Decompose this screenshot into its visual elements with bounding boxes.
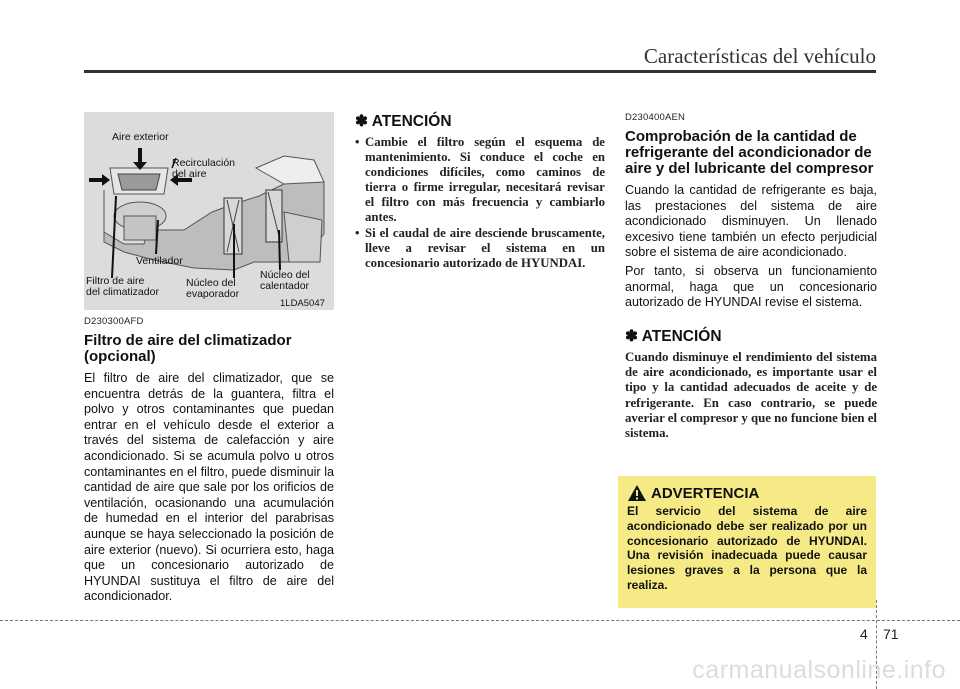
label-evaporator: Núcleo del evaporador xyxy=(186,277,240,300)
caution-title: ✽ ATENCIÓN xyxy=(355,113,452,130)
warning-triangle-icon xyxy=(627,484,647,502)
label-outside-air: Aire exterior xyxy=(112,131,169,143)
label-recirculation: Recirculación del aire xyxy=(172,157,236,180)
header-rule xyxy=(84,70,876,73)
caution-list xyxy=(355,135,605,271)
caution-text: Cuando disminuye el rendimiento del sistema de aire acondicionado, es importante usar el tipo y la cantidad adecuados de aceite y de refrigerante. En caso contrario, se puede averiar el compresor y que no funcione bien el sistema. xyxy=(625,349,877,441)
caution-item: • Cambie el filtro según el esquema de mantenimiento. Si conduce el coche en condiciones difíciles, como caminos de tierra o firme irregular, necesitará revisar el filtro con más frecuencia y cambiarlo antes. xyxy=(355,135,605,226)
section-heading: Comprobación de la cantidad de refrigerante del acondicionador de aire y del lubricante del compresor xyxy=(625,128,874,177)
section-paragraph-1: Cuando la cantidad de refrigerante es baja, las prestaciones del sistema de aire acondicionado disminuyen. Un llenado excesivo tiene también un efecto perjudicial sobre el sistema de aire acondicionado. xyxy=(625,183,877,260)
middle-column xyxy=(355,112,605,271)
left-column xyxy=(84,112,334,605)
hvac-diagram xyxy=(84,112,334,310)
caution-item: • Si el caudal de aire desciende bruscamente, lleve a revisar el sistema en un concesionario autorizado de HYUNDAI. xyxy=(355,226,605,271)
figure-code: 1LDA5047 xyxy=(280,298,325,309)
section-paragraph-2: Por tanto, si observa un funcionamiento anormal, haga que un concesionario autorizado de HYUNDAI revise el sistema. xyxy=(625,263,877,310)
page-header-title: Características del vehículo xyxy=(643,44,876,68)
footer-rule xyxy=(0,620,960,621)
warning-title: ADVERTENCIA xyxy=(651,484,760,502)
right-column xyxy=(625,112,877,442)
section-code: D230400AEN xyxy=(625,112,686,123)
label-blower: Ventilador xyxy=(136,255,183,267)
section-number: 4 xyxy=(860,626,868,642)
warning-box xyxy=(618,476,876,608)
label-heater: Núcleo del calentador xyxy=(260,269,310,292)
section-heading: Filtro de aire del climatizador (opcional) xyxy=(84,332,292,365)
warning-text: El servicio del sistema de aire acondicionado debe ser realizado por un concesionario autorizado de HYUNDAI. Una revisión inadecuada puede causar lesiones graves a la persona que la realiza. xyxy=(627,504,867,592)
section-code: D230300AFD xyxy=(84,316,144,327)
watermark: carmanualsonline.info xyxy=(692,656,946,684)
section-body: El filtro de aire del climatizador, que se encuentra detrás de la guantera, filtra el polvo y otros contaminantes que puedan entrar en el vehículo desde el exterior a través del sistema de calefacción y aire acondicionado. Si se acumula polvo u otros contaminantes en el filtro, puede disminuir la cantidad de aire que sale por los orificios de ventilación, ocasionando una acumulación de humedad en el interior del parabrisas aunque se haya seleccionado la posición de aire exterior (nuevo). Si ocurriera esto, haga que un concesionario autorizado de HYUNDAI sustituya el filtro de aire del acondicionador. xyxy=(84,371,334,604)
label-filter: Filtro de aire del climatizador xyxy=(86,275,159,298)
caution-title: ✽ ATENCIÓN xyxy=(625,327,722,345)
page-number: 71 xyxy=(883,626,899,642)
